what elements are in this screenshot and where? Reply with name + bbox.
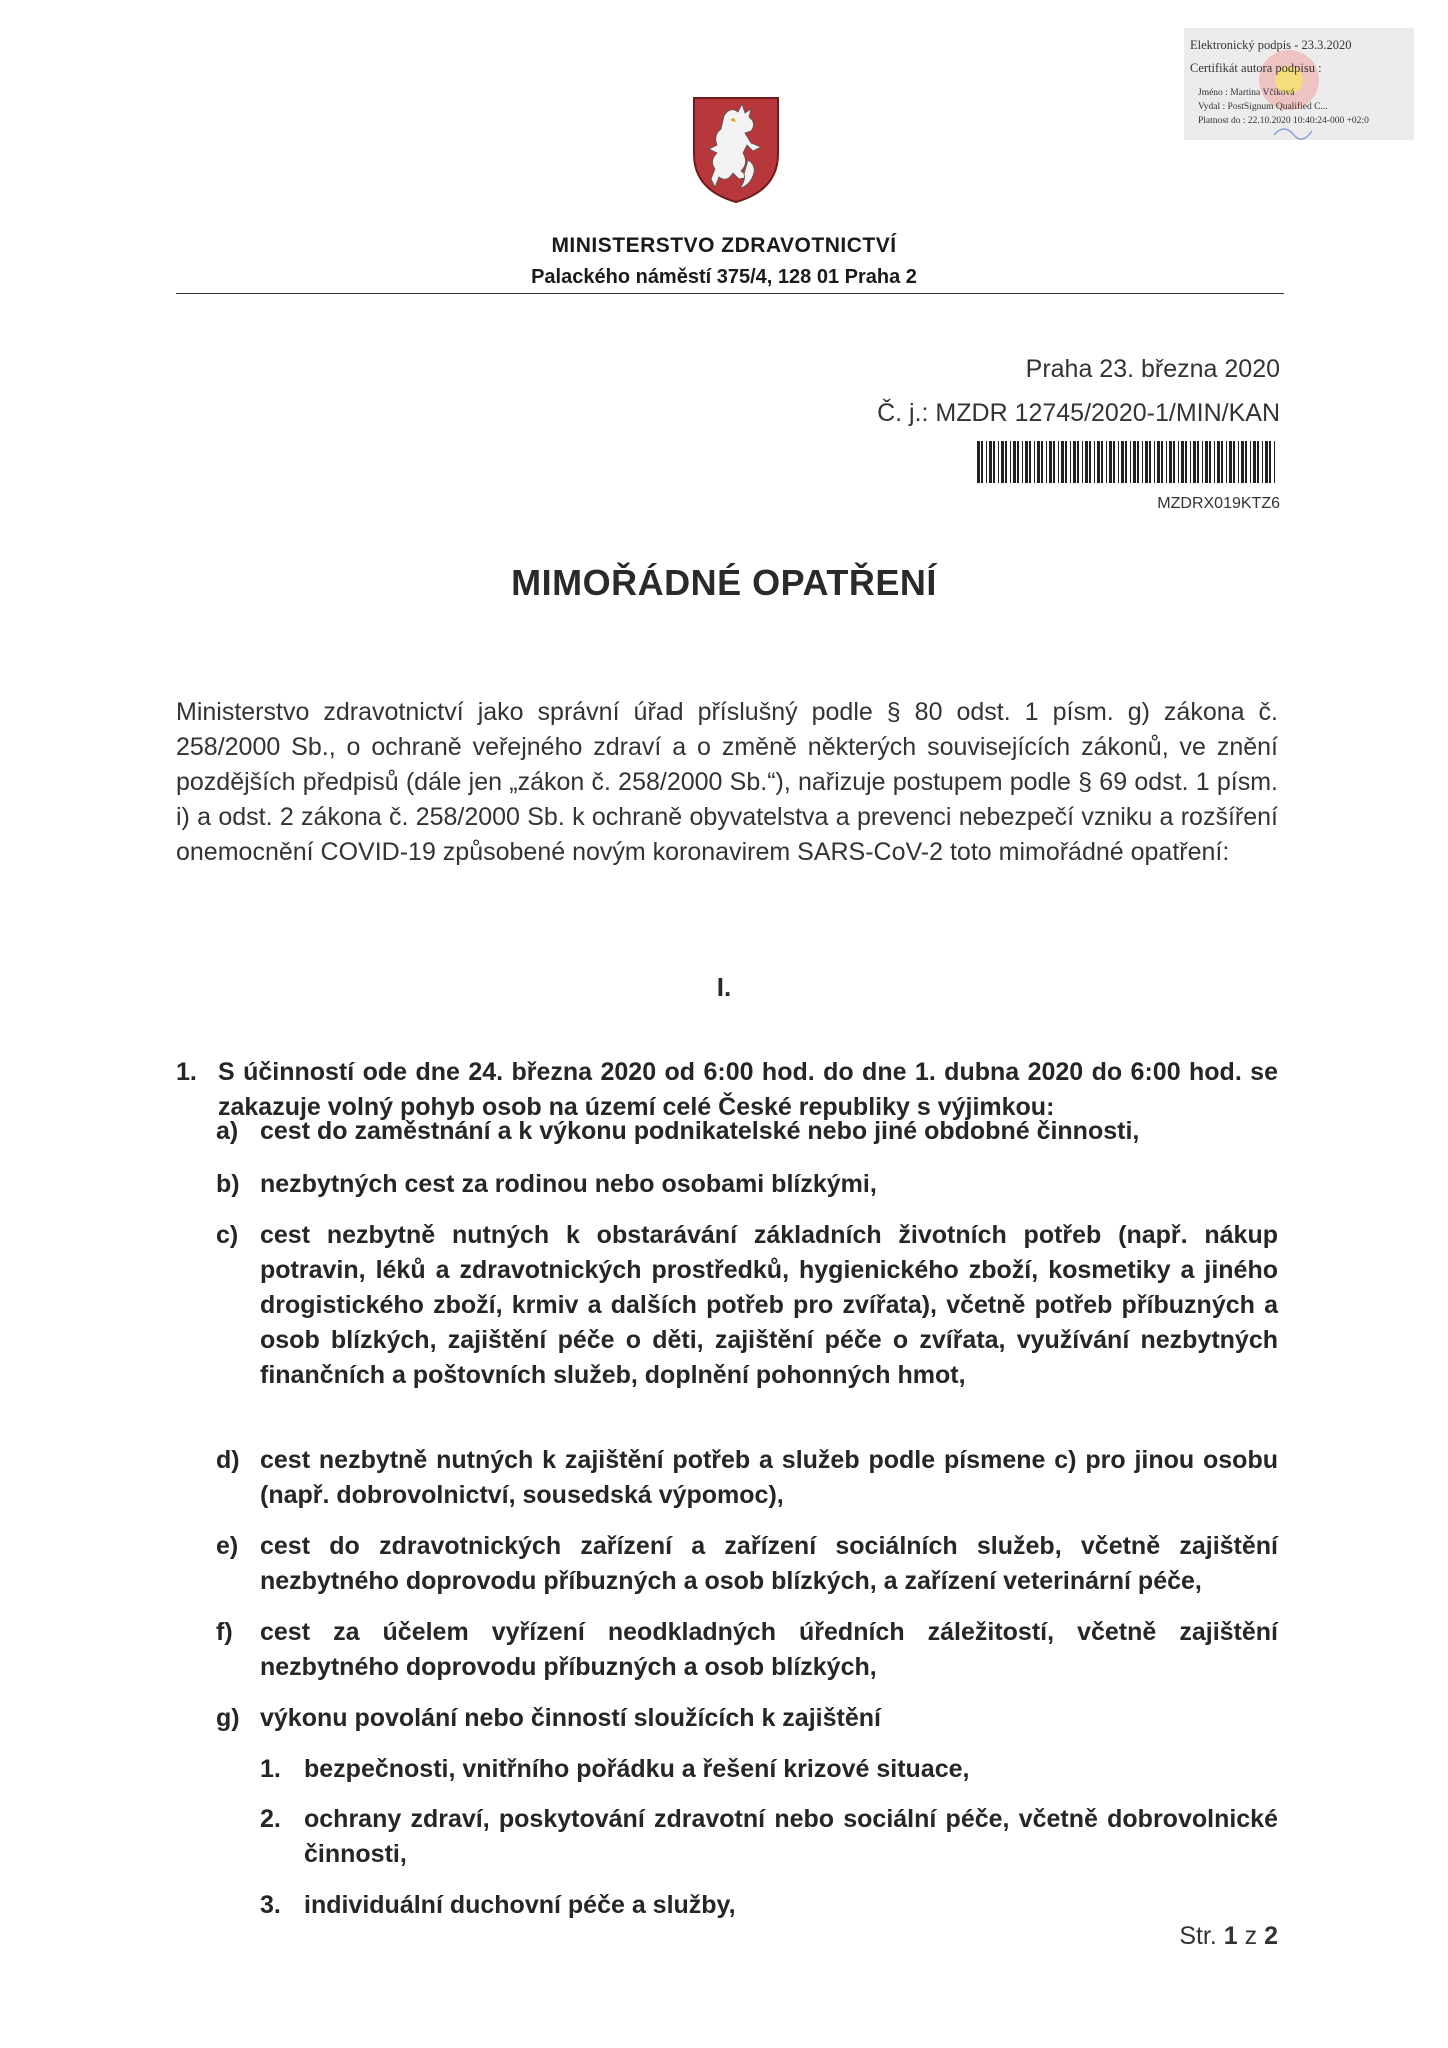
barcode-bar [1022, 441, 1023, 483]
barcode-bar [1245, 441, 1247, 483]
page-number-prefix: Str. [1179, 1922, 1224, 1950]
digital-signature-box [1184, 28, 1414, 140]
barcode-bar [1253, 441, 1256, 483]
barcode-bar [1005, 441, 1007, 483]
intro-paragraph: Ministerstvo zdravotnictví jako správní úřad příslušný podle § 80 odst. 1 písm. g) zákona č. 258/2000 Sb., o ochraně veřejného zdraví a o změně některých souvisejících zákonů, ve znění pozdějších předpisů (dále jen „zákon č. 258/2000 Sb.“), nařizuje postupem podle § 69 odst. 1 písm. i) a odst. 2 zákona č. 258/2000 Sb. k ochraně obyvatelstva a prevenci nebezpečí vzniku a rozšíření onemocnění COVID-19 způsobené novým koronavirem SARS-CoV-2 toto mimořádné opatření: [176, 698, 1278, 866]
barcode-bar [1269, 441, 1271, 483]
barcode-bar [1109, 441, 1112, 483]
barcode-bar [998, 441, 999, 483]
barcode-bar [1089, 441, 1091, 483]
barcode-bar [1037, 441, 1040, 483]
barcode-bar [1137, 441, 1139, 483]
signature-line-3: Jméno : Martina Včíková [1198, 88, 1295, 98]
barcode-bar [1145, 441, 1148, 483]
page-number-middle: z [1237, 1922, 1265, 1950]
signature-line-5: Platnost do : 22.10.2020 10:40:24-000 +02:0 [1198, 116, 1369, 126]
barcode-bar [1001, 441, 1004, 483]
barcode-bar [981, 441, 983, 483]
barcode-bar [1149, 441, 1151, 483]
barcode-bar [1221, 441, 1223, 483]
barcode-bar [1125, 441, 1127, 483]
barcode-bar [1193, 441, 1196, 483]
barcode-bar [1073, 441, 1076, 483]
barcode-bar [1217, 441, 1220, 483]
barcode-bar [986, 441, 987, 483]
barcode-bar [1085, 441, 1088, 483]
sub-list-item-text: ochrany zdraví, poskytování zdravotní nebo sociální péče, včetně dobrovolnické činnosti, [304, 1805, 1278, 1868]
barcode-bar [1226, 441, 1227, 483]
barcode-bar [989, 441, 992, 483]
barcode-bar [1118, 441, 1119, 483]
sub-list-item-label: 2. [260, 1805, 281, 1833]
list-item-text: cest nezbytně nutných k obstarávání základních životních potřeb (např. nákup potravin, léků a zdravotnických prostředků, hygienického zboží, kosmetiky a jiného drogistického zboží, krmiv a dalších potřeb pro zvířata), včetně potřeb příbuzných a osob blízkých, zajištění péče o děti, zajištění péče o zvířata, využívání nezbytných finančních a poštovních služeb, doplnění pohonných hmot, [260, 1221, 1278, 1389]
barcode-bar [1049, 441, 1052, 483]
barcode-bar [1190, 441, 1191, 483]
signature-line-4: Vydal : PostSignum Qualified C... [1198, 102, 1328, 112]
barcode-bar [1065, 441, 1067, 483]
barcode-bar [1185, 441, 1187, 483]
barcode-bar [1142, 441, 1143, 483]
list-item-text: nezbytných cest za rodinou nebo osobami blízkými, [260, 1170, 877, 1198]
document-title: MIMOŘÁDNÉ OPATŘENÍ [511, 562, 937, 603]
coat-of-arms-emblem [690, 94, 782, 206]
barcode-bar [1173, 441, 1175, 483]
barcode-bar [1241, 441, 1244, 483]
barcode-bar [1214, 441, 1215, 483]
document-id: MZDRX019KTZ6 [1157, 495, 1280, 512]
barcode-bar [1161, 441, 1163, 483]
list-item-label: e) [216, 1532, 239, 1560]
barcode-bar [1166, 441, 1167, 483]
barcode-bar [1058, 441, 1059, 483]
barcode-bar [1034, 441, 1035, 483]
barcode-bar [1133, 441, 1136, 483]
point-text: S účinností ode dne 24. března 2020 od 6:00 hod. do dne 1. dubna 2020 do 6:00 hod. se zakazuje volný pohyb osob na území celé České republiky s výjimkou: [218, 1058, 1278, 1121]
barcode-bar [1070, 441, 1071, 483]
list-item-text: cest nezbytně nutných k zajištění potřeb a služeb podle písmene c) pro jinou osobu (např. dobrovolnictví, sousedská výpomoc), [260, 1446, 1278, 1509]
barcode-bar [1181, 441, 1184, 483]
barcode-bar [1097, 441, 1100, 483]
barcode-bar [1157, 441, 1160, 483]
barcode-bar [1154, 441, 1155, 483]
barcode-bar [1250, 441, 1251, 483]
reference-number: Č. j.: MZDR 12745/2020-1/MIN/KAN [877, 399, 1280, 427]
list-item-text: výkonu povolání nebo činností sloužících k zajištění [260, 1704, 881, 1732]
list-item-label: f) [216, 1618, 233, 1646]
list-item-label: g) [216, 1704, 240, 1732]
barcode-bar [1013, 441, 1016, 483]
barcode-bar [1053, 441, 1055, 483]
point-number: 1. [176, 1058, 197, 1086]
document-date: Praha 23. března 2020 [1025, 355, 1280, 383]
barcode-bar [1106, 441, 1107, 483]
barcode-bar [1025, 441, 1028, 483]
barcode-bar [1233, 441, 1235, 483]
section-number: I. [716, 972, 732, 1002]
barcode-bar [1202, 441, 1203, 483]
header-divider [176, 293, 1284, 294]
barcode-bar [1041, 441, 1043, 483]
sub-list-item-text: bezpečnosti, vnitřního pořádku a řešení krizové situace, [304, 1755, 970, 1783]
list-item-text: cest do zdravotnických zařízení a zařízení sociálních služeb, včetně zajištění nezbytného doprovodu příbuzných a osob blízkých, a zařízení veterinární péče, [260, 1532, 1278, 1595]
list-item-text: cest do zaměstnání a k výkonu podnikatelské nebo jiné obdobné činnosti, [260, 1117, 1140, 1145]
barcode-bar [1130, 441, 1131, 483]
sub-list-item-text: individuální duchovní péče a služby, [304, 1891, 736, 1919]
ministry-name: MINISTERSTVO ZDRAVOTNICTVÍ [551, 234, 897, 257]
barcode-bar [1046, 441, 1047, 483]
barcode-bar [1017, 441, 1019, 483]
signature-line-1: Elektronický podpis - 23.3.2020 [1190, 38, 1352, 52]
barcode-bar [1274, 441, 1275, 483]
barcode-bar [1197, 441, 1199, 483]
barcode-bar [1029, 441, 1031, 483]
list-item-label: c) [216, 1221, 239, 1249]
barcode-bar [1121, 441, 1124, 483]
page-number-total: 2 [1264, 1922, 1278, 1950]
list-item-text: cest za účelem vyřízení neodkladných úředních záležitostí, včetně zajištění nezbytného doprovodu příbuzných a osob blízkých, [260, 1618, 1278, 1681]
barcode-bar [1061, 441, 1064, 483]
page-number-current: 1 [1223, 1922, 1238, 1950]
barcode-bar [1094, 441, 1095, 483]
barcode-bar [977, 441, 980, 483]
barcode-bar [1101, 441, 1103, 483]
barcode-bar [1082, 441, 1083, 483]
barcode-bar [1169, 441, 1172, 483]
sub-list-item-label: 1. [260, 1755, 281, 1783]
barcode-bar [1229, 441, 1232, 483]
barcode-bar [1265, 441, 1268, 483]
barcode-bar [1178, 441, 1179, 483]
ministry-address: Palackého náměstí 375/4, 128 01 Praha 2 [531, 266, 917, 288]
barcode [977, 441, 1279, 483]
barcode-bar [1238, 441, 1239, 483]
sub-list-item-label: 3. [260, 1891, 281, 1919]
barcode-bar [1113, 441, 1115, 483]
signature-line-2: Certifikát autora podpisu : [1190, 61, 1322, 75]
barcode-bar [993, 441, 995, 483]
barcode-bar [1209, 441, 1211, 483]
barcode-bar [1205, 441, 1208, 483]
list-item-label: b) [216, 1170, 240, 1198]
barcode-bar [1010, 441, 1011, 483]
barcode-bar [1257, 441, 1259, 483]
list-item-label: a) [216, 1117, 239, 1145]
page-number [1179, 1922, 1278, 1951]
list-item-label: d) [216, 1446, 240, 1474]
barcode-bar [1262, 441, 1263, 483]
barcode-bar [1077, 441, 1079, 483]
